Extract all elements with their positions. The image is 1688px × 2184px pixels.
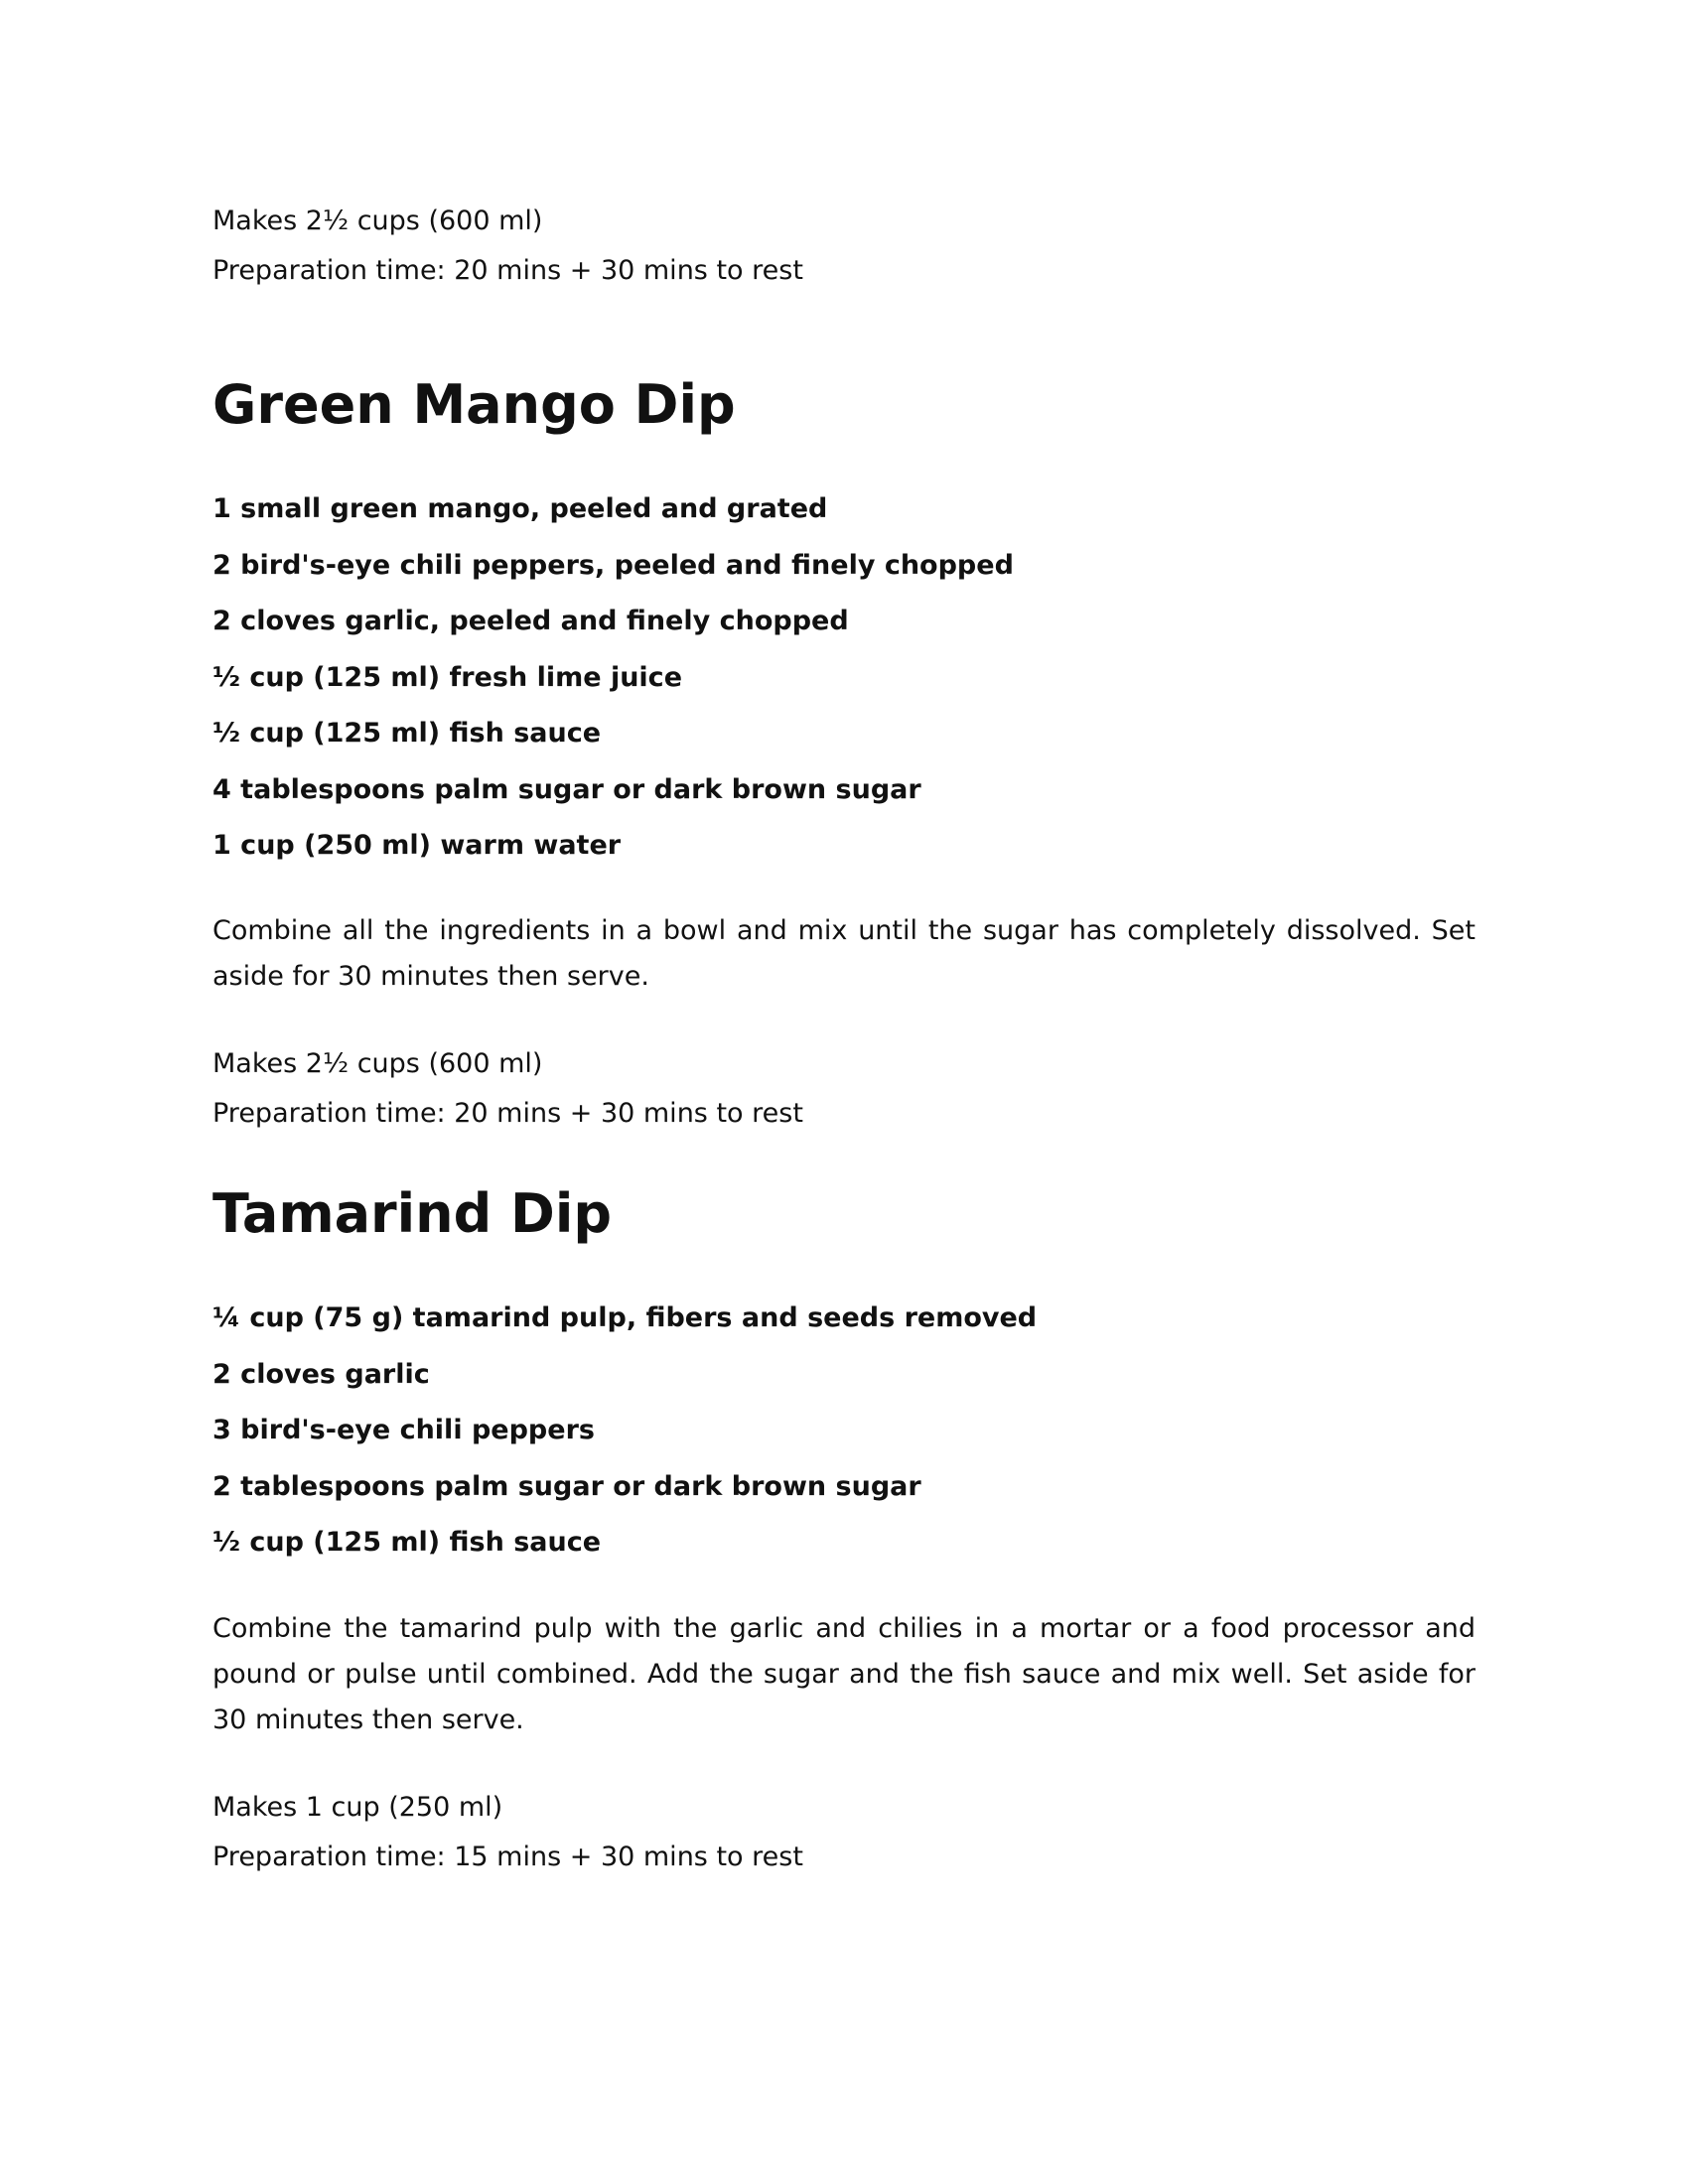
recipe-green-mango-dip: [212, 370, 1476, 440]
prep-time-line: Preparation time: 20 mins + 30 mins to rest: [212, 1098, 803, 1129]
ingredient-item: 2 bird's-eye chili peppers, peeled and finely chopped: [212, 549, 1014, 581]
ingredient-item: ½ cup (125 ml) fresh lime juice: [212, 661, 683, 693]
method-paragraph: [212, 1606, 1476, 1743]
recipe-yield: [212, 1783, 1476, 1882]
prep-time-line: Preparation time: 20 mins + 30 mins to rest: [212, 255, 803, 286]
prep-time-line: Preparation time: 15 mins + 30 mins to rest: [212, 1842, 803, 1872]
recipe-title: Tamarind Dip: [212, 1182, 613, 1245]
recipe-tamarind-dip: [212, 1179, 1476, 1249]
ingredient-list: [212, 1291, 1476, 1571]
method-text: Combine all the ingredients in a bowl and mix until the sugar has completely dissolved. Set aside for 30 minutes then serve.: [212, 915, 1476, 992]
method-text: Combine the tamarind pulp with the garlic and chilies in a mortar or a food processor and pound or pulse until combined. Add the sugar and the fish sauce and mix well. Set aside for 30 minutes then serve.: [212, 1613, 1476, 1735]
ingredient-item: 2 cloves garlic, peeled and finely chopped: [212, 606, 849, 636]
ingredient-item: ½ cup (125 ml) fish sauce: [212, 1527, 602, 1558]
recipe-title: Green Mango Dip: [212, 373, 736, 436]
ingredient-item: 2 cloves garlic: [212, 1358, 430, 1390]
ingredient-item: ½ cup (125 ml) fish sauce: [212, 718, 602, 749]
recipe-yield: [212, 1039, 1476, 1139]
ingredient-item: 4 tablespoons palm sugar or dark brown sugar: [212, 773, 921, 805]
ingredient-item: 3 bird's-eye chili peppers: [212, 1415, 595, 1445]
ingredient-item: 2 tablespoons palm sugar or dark brown sugar: [212, 1470, 921, 1502]
ingredient-item: 1 cup (250 ml) warm water: [212, 830, 622, 861]
makes-line: Makes 2½ cups (600 ml): [212, 205, 543, 236]
makes-line: Makes 2½ cups (600 ml): [212, 1048, 543, 1079]
ingredient-item: ¼ cup (75 g) tamarind pulp, fibers and seeds removed: [212, 1302, 1038, 1333]
ingredient-list: [212, 481, 1476, 875]
makes-line: Makes 1 cup (250 ml): [212, 1792, 503, 1823]
ingredient-item: 1 small green mango, peeled and grated: [212, 493, 828, 524]
previous-recipe-yield: [212, 197, 1476, 296]
method-paragraph: [212, 908, 1476, 1000]
